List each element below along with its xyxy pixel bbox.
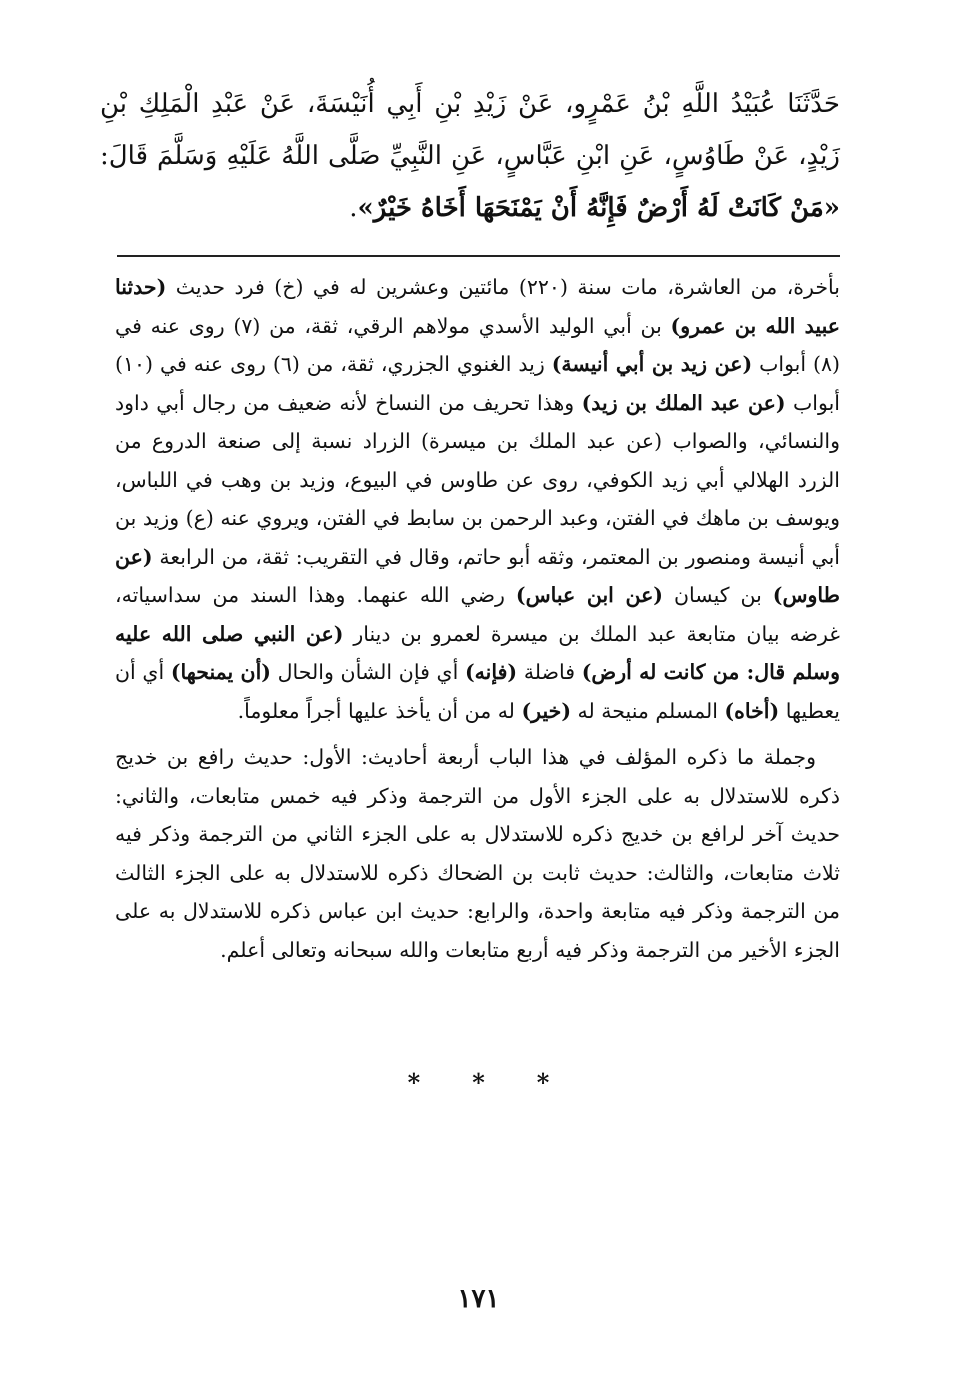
commentary-segment: رضي الله عنهما. وهذا السند من سداسياته، غرضه بيان متابعة عبد الملك بن ميسرة لعمرو بن دينار <box>115 583 841 646</box>
commentary-segment-bold: (عن زيد بن أبي أنيسة) <box>551 352 753 376</box>
hadith-chain: حَدَّثَنَا عُبَيْدُ اللَّهِ بْنُ عَمْرٍو، عَنْ زَيْدِ بْنِ أَبِي أُنَيْسَةَ، عَنْ عَبْدِ الْمَلِكِ بْنِ زَيْدٍ، عَنْ طَاوُسٍ، عَنِ ابْنِ عَبَّاسٍ، عَنِ النَّبِيِّ صَلَّى اللَّهُ عَلَيْهِ وَسَلَّمَ قَالَ: <box>100 89 840 171</box>
asterisk-icon: * <box>472 1068 485 1097</box>
hadith-matn: «مَنْ كَانَتْ لَهُ أَرْضٌ فَإِنَّهُ أَنْ يَمْنَحَهَا أَخَاهُ خَيْرٌ» <box>357 193 840 223</box>
commentary-segment-bold: (عن ابن عباس) <box>515 583 664 607</box>
commentary-segment: أي فإن الشأن والحال <box>270 660 465 684</box>
commentary-paragraph-2: وجملة ما ذكره المؤلف في هذا الباب أربعة أحاديث: الأول: حديث رافع بن خديج ذكره للاستدلال به على الجزء الأول من الترجمة وذكر فيه خمس متابعات، والثاني: حديث آخر لرافع بن خديج ذكره للاستدلال به على الجزء الثاني من الترجمة وذكر فيه ثلاث متابعات، والثالث: حديث ثابت بن الضحاك ذكره للاستدلال به على الجزء الثالث من الترجمة وذكر فيه متابعة واحدة، والرابع: حديث ابن عباس ذكره للاستدلال به على الجزء الأخير من الترجمة وذكر فيه أربع متابعات والله سبحانه وتعالى أعلم. <box>115 745 840 962</box>
commentary-segment-bold: (فإنه) <box>464 660 518 684</box>
commentary-paragraph-1 <box>115 268 840 730</box>
section-separator-stars <box>0 1068 957 1097</box>
commentary <box>115 268 840 969</box>
commentary-segment: له من أن يأخذ عليها أجراً معلوماً. <box>237 698 522 723</box>
asterisk-icon: * <box>536 1068 550 1097</box>
commentary-segment: بأخرة، من العاشرة، مات سنة (٢٢٠) مائتين وعشرين له في (خ) فرد حديث <box>166 275 840 299</box>
commentary-segment: بن كيسان <box>663 583 773 607</box>
footnote-separator-line <box>117 255 840 257</box>
asterisk-icon: * <box>407 1068 421 1097</box>
commentary-segment-bold: (خير) <box>521 698 572 723</box>
commentary-segment-bold: (عن عبد الملك بن زيد) <box>581 390 786 415</box>
commentary-segment: فاضلة <box>517 660 582 684</box>
commentary-segment: المسلم منيحة له <box>571 698 725 723</box>
commentary-segment-bold: (عن النبي صلى الله عليه وسلم قال: من كانت له أرض) <box>115 621 840 684</box>
commentary-segment-bold: (عن طاوس) <box>115 544 840 607</box>
commentary-segment-bold: (أن يمنحها) <box>170 660 271 684</box>
commentary-segment: أي أن يعطيها <box>115 660 840 723</box>
hadith-text <box>100 78 840 234</box>
hadith-end: . <box>349 193 358 223</box>
commentary-segment: بن أبي الوليد الأسدي مولاهم الرقي، ثقة، من (٧) روى عنه في (٨) أبواب <box>115 313 840 376</box>
commentary-segment: زيد الغنوي الجزري، ثقة، من (٦) روى عنه في (١٠) أبواب <box>115 352 840 415</box>
commentary-segment-bold: (أخاه) <box>724 698 780 723</box>
commentary-segment-bold: (حدثنا عبيد الله بن عمرو) <box>115 275 840 338</box>
commentary-segment: وهذا تحريف من النساخ لأنه ضعيف من رجال أبي داود والنسائي، والصواب (عن عبد الملك بن ميسرة) الزراد نسبة إلى صنعة الدروع من الزرد الهلالي أبي زيد الكوفي، روى عن طاوس في البيوع، وزيد بن وهب في اللباس، ويوسف بن ماهك في الفتن، وعبد الرحمن بن سابط في الفتن، ويروي عنه (ع) وزيد بن أبي أنيسة ومنصور بن المعتمر، وثقه أبو حاتم، وقال في التقريب: ثقة، من الرابعة <box>115 390 840 569</box>
page-number: ١٧١ <box>457 1284 500 1314</box>
